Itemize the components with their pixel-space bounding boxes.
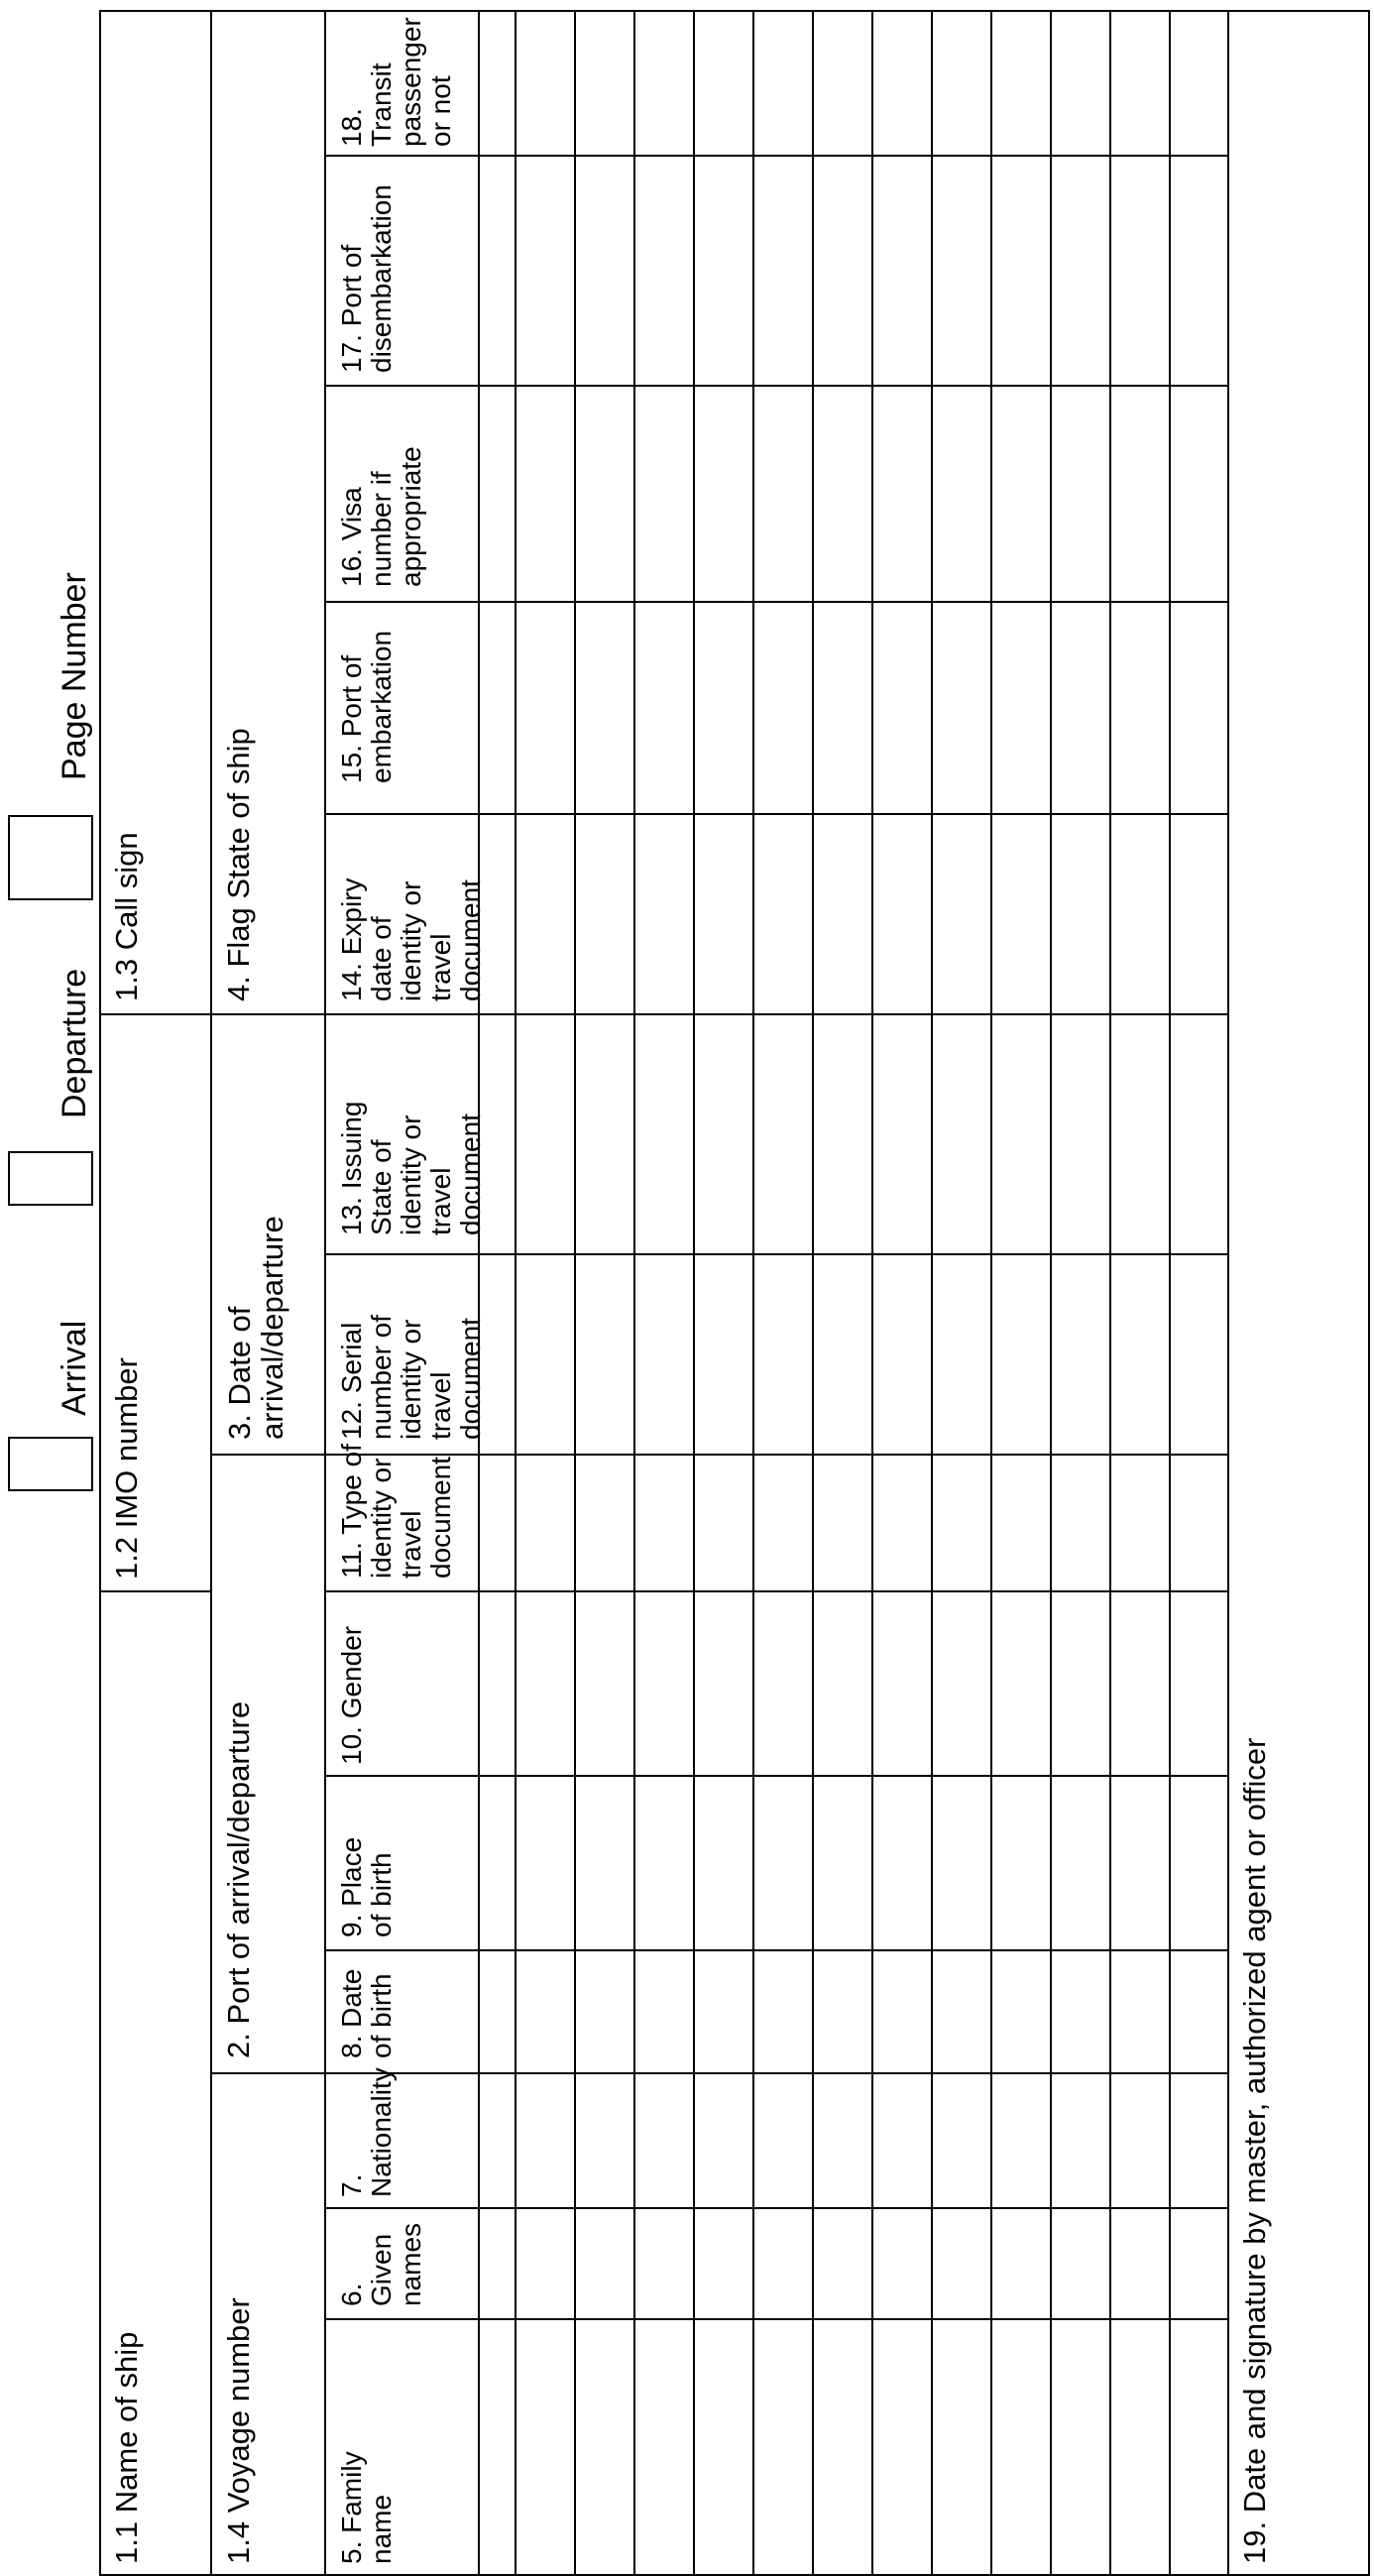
row-line xyxy=(1169,10,1171,2576)
date-label: 3. Date of arrival/departure xyxy=(222,1216,289,1440)
col-transit-passenger: 18. Transit passenger or not xyxy=(336,17,456,147)
column-divider xyxy=(324,1013,1227,1015)
col-given-names: 6. Given names xyxy=(336,2222,426,2306)
column-divider xyxy=(324,2318,1227,2320)
page-number-box[interactable] xyxy=(8,815,93,900)
row-line xyxy=(478,10,480,2576)
row-line xyxy=(574,10,576,2576)
arrival-checkbox[interactable] xyxy=(8,1437,93,1491)
row-line xyxy=(1227,10,1229,2576)
row-line xyxy=(1050,10,1052,2576)
field-divider xyxy=(99,1013,324,1015)
col-gender: 10. Gender xyxy=(336,1625,367,1765)
voyage-number-label: 1.4 Voyage number xyxy=(221,2297,256,2564)
row-line xyxy=(515,10,516,2576)
col-date-of-birth: 8. Date of birth xyxy=(336,1968,397,2058)
column-divider xyxy=(324,2207,1227,2209)
signature-label: 19. Date and signature by master, authorized agent or officer xyxy=(1237,1737,1272,2564)
column-divider xyxy=(324,2072,1227,2074)
row-line xyxy=(633,10,635,2576)
col-family-name: 5. Family name xyxy=(336,2451,397,2564)
col-issuing-state: 13. Issuing State of identity or travel document xyxy=(336,1101,486,1235)
col-id-type: 11. Type of identity or travel document xyxy=(336,1444,456,1579)
row-line xyxy=(1109,10,1111,2576)
column-divider xyxy=(324,155,1227,157)
col-visa-number: 16. Visa number if appropriate xyxy=(336,446,426,587)
column-divider xyxy=(324,1590,1227,1592)
column-divider xyxy=(324,1949,1227,1951)
arrival-label: Arrival xyxy=(56,1320,93,1416)
column-divider xyxy=(324,813,1227,815)
departure-checkbox[interactable] xyxy=(8,1151,93,1206)
row-line xyxy=(871,10,873,2576)
row-divider xyxy=(324,10,326,2576)
col-port-of-disembarkation: 17. Port of disembarkation xyxy=(336,184,397,373)
col-place-of-birth: 9. Place of birth xyxy=(336,1836,397,1937)
call-sign-label: 1.3 Call sign xyxy=(109,832,144,1001)
row-divider xyxy=(210,10,212,2576)
column-divider xyxy=(324,1454,1227,1456)
col-nationality: 7. Nationality xyxy=(336,2067,397,2197)
column-divider xyxy=(324,601,1227,603)
column-divider xyxy=(324,1775,1227,1777)
column-divider xyxy=(324,1253,1227,1255)
name-of-ship-label: 1.1 Name of ship xyxy=(109,2331,144,2564)
row-line xyxy=(931,10,933,2576)
col-serial-number: 12. Serial number of identity or travel document xyxy=(336,1314,486,1440)
field-divider xyxy=(210,1454,324,1456)
row-line xyxy=(693,10,695,2576)
row-line xyxy=(990,10,992,2576)
flag-state-label: 4. Flag State of ship xyxy=(221,728,256,1001)
page-number-label: Page Number xyxy=(56,572,93,780)
col-port-of-embarkation: 15. Port of embarkation xyxy=(336,630,397,783)
row-line xyxy=(812,10,814,2576)
port-label: 2. Port of arrival/departure xyxy=(221,1700,256,2058)
form-table xyxy=(99,10,1370,2576)
column-divider xyxy=(324,385,1227,387)
departure-label: Departure xyxy=(56,968,93,1118)
field-divider xyxy=(210,2072,324,2074)
field-divider xyxy=(99,1590,210,1592)
row-line xyxy=(752,10,754,2576)
col-expiry-date: 14. Expiry date of identity or travel document xyxy=(336,878,486,1001)
imo-number-label: 1.2 IMO number xyxy=(109,1357,144,1580)
